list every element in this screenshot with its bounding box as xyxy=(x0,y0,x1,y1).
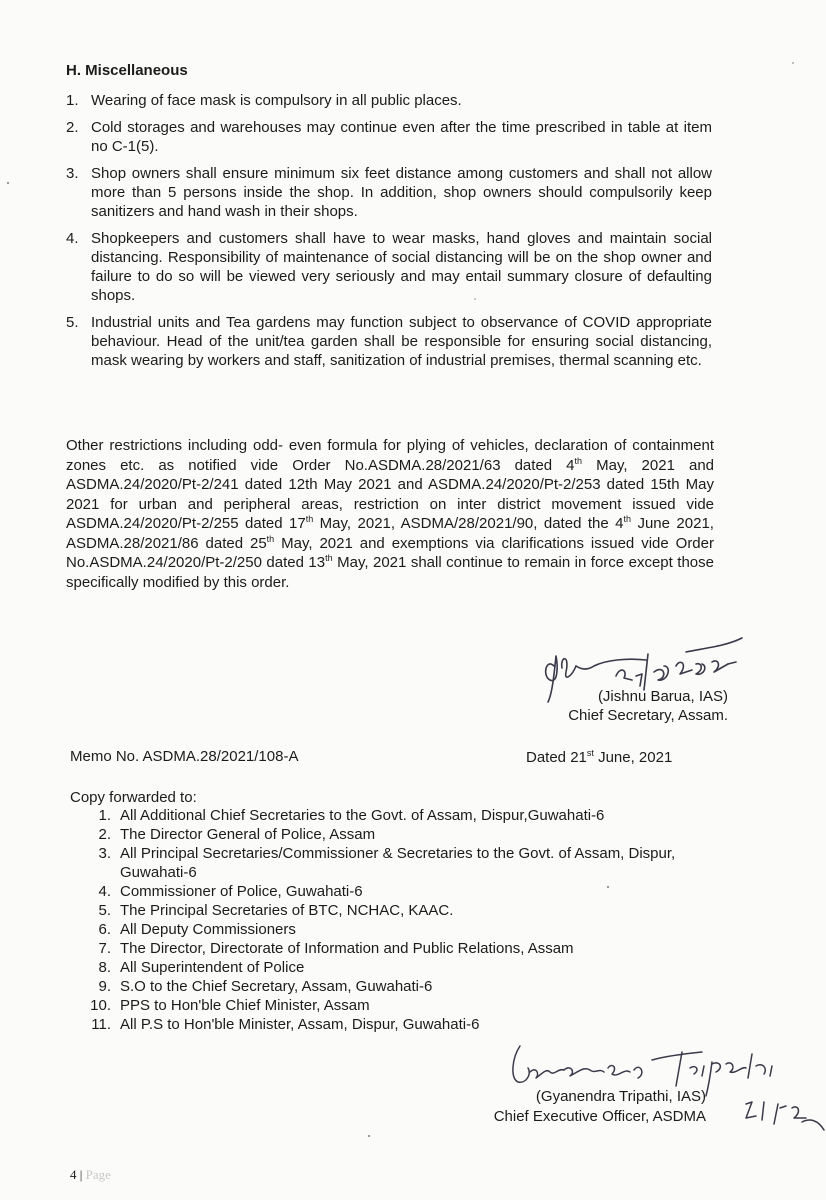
date-text: Dated 21 xyxy=(526,749,587,766)
signatory-designation: Chief Secretary, Assam. xyxy=(568,707,728,724)
restrictions-paragraph xyxy=(66,436,714,592)
item-text: Shop owners shall ensure minimum six feet distance among customers and shall not allow more than 5 persons inside the shop. In addition, shop owners should compulsorily keep sanitizers and hand wash in their shops. xyxy=(91,165,712,220)
signatory-name: (Gyanendra Tripathi, IAS) xyxy=(535,1088,706,1105)
item-text: All Superintendent of Police xyxy=(120,959,305,976)
list-item xyxy=(70,977,710,996)
list-item xyxy=(70,958,710,977)
item-number: 3. xyxy=(66,165,79,182)
item-number: 5. xyxy=(66,314,79,331)
item-number: 6. xyxy=(98,921,111,938)
paragraph-text: May, 2021 and ASDMA.24/2020/Pt-2/241 dated 12th May 2021 and ASDMA.24/2020/Pt-2/253 dated 15th May 2021 for urban and peripheral areas, restriction on inter district movement issued vide ASDMA.24/2020/Pt-2/255 dated 17 xyxy=(66,456,715,532)
paragraph-text: May, 2021 shall continue to remain in force except those specifically modified by this order. xyxy=(66,554,714,591)
item-text: All Deputy Commissioners xyxy=(120,921,296,938)
item-number: 4. xyxy=(98,883,111,900)
ordinal-suffix: th xyxy=(305,514,314,524)
item-text: Wearing of face mask is compulsory in all public places. xyxy=(91,92,462,109)
scan-speck xyxy=(607,886,609,888)
scan-speck xyxy=(474,298,476,300)
signatory-designation: Chief Executive Officer, ASDMA xyxy=(493,1108,706,1125)
paragraph-text: May, 2021, ASDMA/28/2021/90, dated the 4 xyxy=(313,515,624,532)
list-item xyxy=(70,806,710,825)
item-number: 2. xyxy=(66,119,79,136)
item-text: All P.S to Hon'ble Minister, Assam, Dispur, Guwahati-6 xyxy=(120,1016,480,1033)
item-text: The Director General of Police, Assam xyxy=(120,826,376,843)
ordinal-suffix: th xyxy=(623,514,632,524)
item-text: Shopkeepers and customers shall have to wear masks, hand gloves and maintain social distancing. Responsibility of maintenance of social distancing will be on the shop owner and failure to do so will be viewed very seriously and may entail summary closure of defaulting shops. xyxy=(91,230,712,304)
list-item xyxy=(70,901,710,920)
item-text: PPS to Hon'ble Chief Minister, Assam xyxy=(120,997,370,1014)
ordinal-suffix: st xyxy=(586,748,594,758)
list-item xyxy=(70,844,710,882)
item-text: Industrial units and Tea gardens may function subject to observance of COVID appropriate behaviour. Head of the unit/tea garden shall be responsible for ensuring social distancing, mask wearing by workers and staff, sanitization of industrial premises, thermal scanning etc. xyxy=(91,314,712,369)
list-item xyxy=(70,920,710,939)
copy-forwarded-list xyxy=(70,806,710,1034)
list-item xyxy=(70,882,710,901)
item-number: 10. xyxy=(90,997,111,1014)
signatory-block xyxy=(488,687,728,725)
list-item xyxy=(70,996,710,1015)
paragraph-text: Other restrictions including odd- even formula for plying of vehicles, declaration of containment zones etc. as notified vide Order No.ASDMA.28/2021/63 dated 4 xyxy=(66,437,714,474)
paragraph-text: May, 2021 and exemptions via clarifications issued vide Order No.ASDMA.24/2020/Pt-2/250 dated 13 xyxy=(66,534,714,571)
list-item xyxy=(66,164,712,221)
item-number: 1. xyxy=(98,807,111,824)
item-number: 5. xyxy=(98,902,111,919)
ordinal-suffix: th xyxy=(325,553,333,563)
item-number: 7. xyxy=(98,940,111,957)
item-text: Cold storages and warehouses may continue even after the time prescribed in table at item no C-1(5). xyxy=(91,119,712,155)
item-text: S.O to the Chief Secretary, Assam, Guwahati-6 xyxy=(120,978,433,995)
list-item xyxy=(70,1015,710,1034)
item-number: 9. xyxy=(98,978,111,995)
item-text: Commissioner of Police, Guwahati-6 xyxy=(120,883,363,900)
section-heading: H. Miscellaneous xyxy=(66,62,188,79)
scan-speck xyxy=(368,1135,370,1137)
list-item xyxy=(66,229,712,305)
page-footer xyxy=(70,1167,111,1183)
miscellaneous-list xyxy=(66,91,712,378)
signatory-block xyxy=(440,1087,706,1127)
ordinal-suffix: th xyxy=(266,533,275,544)
memo-date xyxy=(526,748,672,766)
list-item xyxy=(66,118,712,156)
footer-separator: | xyxy=(76,1167,86,1182)
item-text: All Additional Chief Secretaries to the Govt. of Assam, Dispur,Guwahati-6 xyxy=(120,807,605,824)
signatory-name: (Jishnu Barua, IAS) xyxy=(597,688,728,705)
item-number: 4. xyxy=(66,230,79,247)
list-item xyxy=(70,939,710,958)
page-word: Page xyxy=(85,1167,111,1182)
list-item xyxy=(70,825,710,844)
item-number: 2. xyxy=(98,826,111,843)
item-number: 8. xyxy=(98,959,111,976)
page-number: 4 xyxy=(70,1167,77,1182)
item-number: 1. xyxy=(66,92,79,109)
date-text: June, 2021 xyxy=(593,749,673,766)
item-text: The Director, Directorate of Information and Public Relations, Assam xyxy=(120,940,574,957)
paragraph-text: June 2021, ASDMA.28/2021/86 dated 25 xyxy=(66,515,714,552)
item-number: 11. xyxy=(91,1016,111,1033)
memo-number: Memo No. ASDMA.28/2021/108-A xyxy=(70,748,299,765)
list-item xyxy=(66,91,712,110)
list-item xyxy=(66,313,712,370)
item-text: The Principal Secretaries of BTC, NCHAC, KAAC. xyxy=(120,902,454,919)
ordinal-suffix: th xyxy=(574,455,583,466)
copy-forwarded-heading: Copy forwarded to: xyxy=(70,789,197,806)
item-text: All Principal Secretaries/Commissioner & Secretaries to the Govt. of Assam, Dispur, Guwahati-6 xyxy=(120,845,676,881)
scan-speck xyxy=(792,62,794,64)
item-number: 3. xyxy=(98,845,111,862)
scan-speck xyxy=(7,182,9,184)
